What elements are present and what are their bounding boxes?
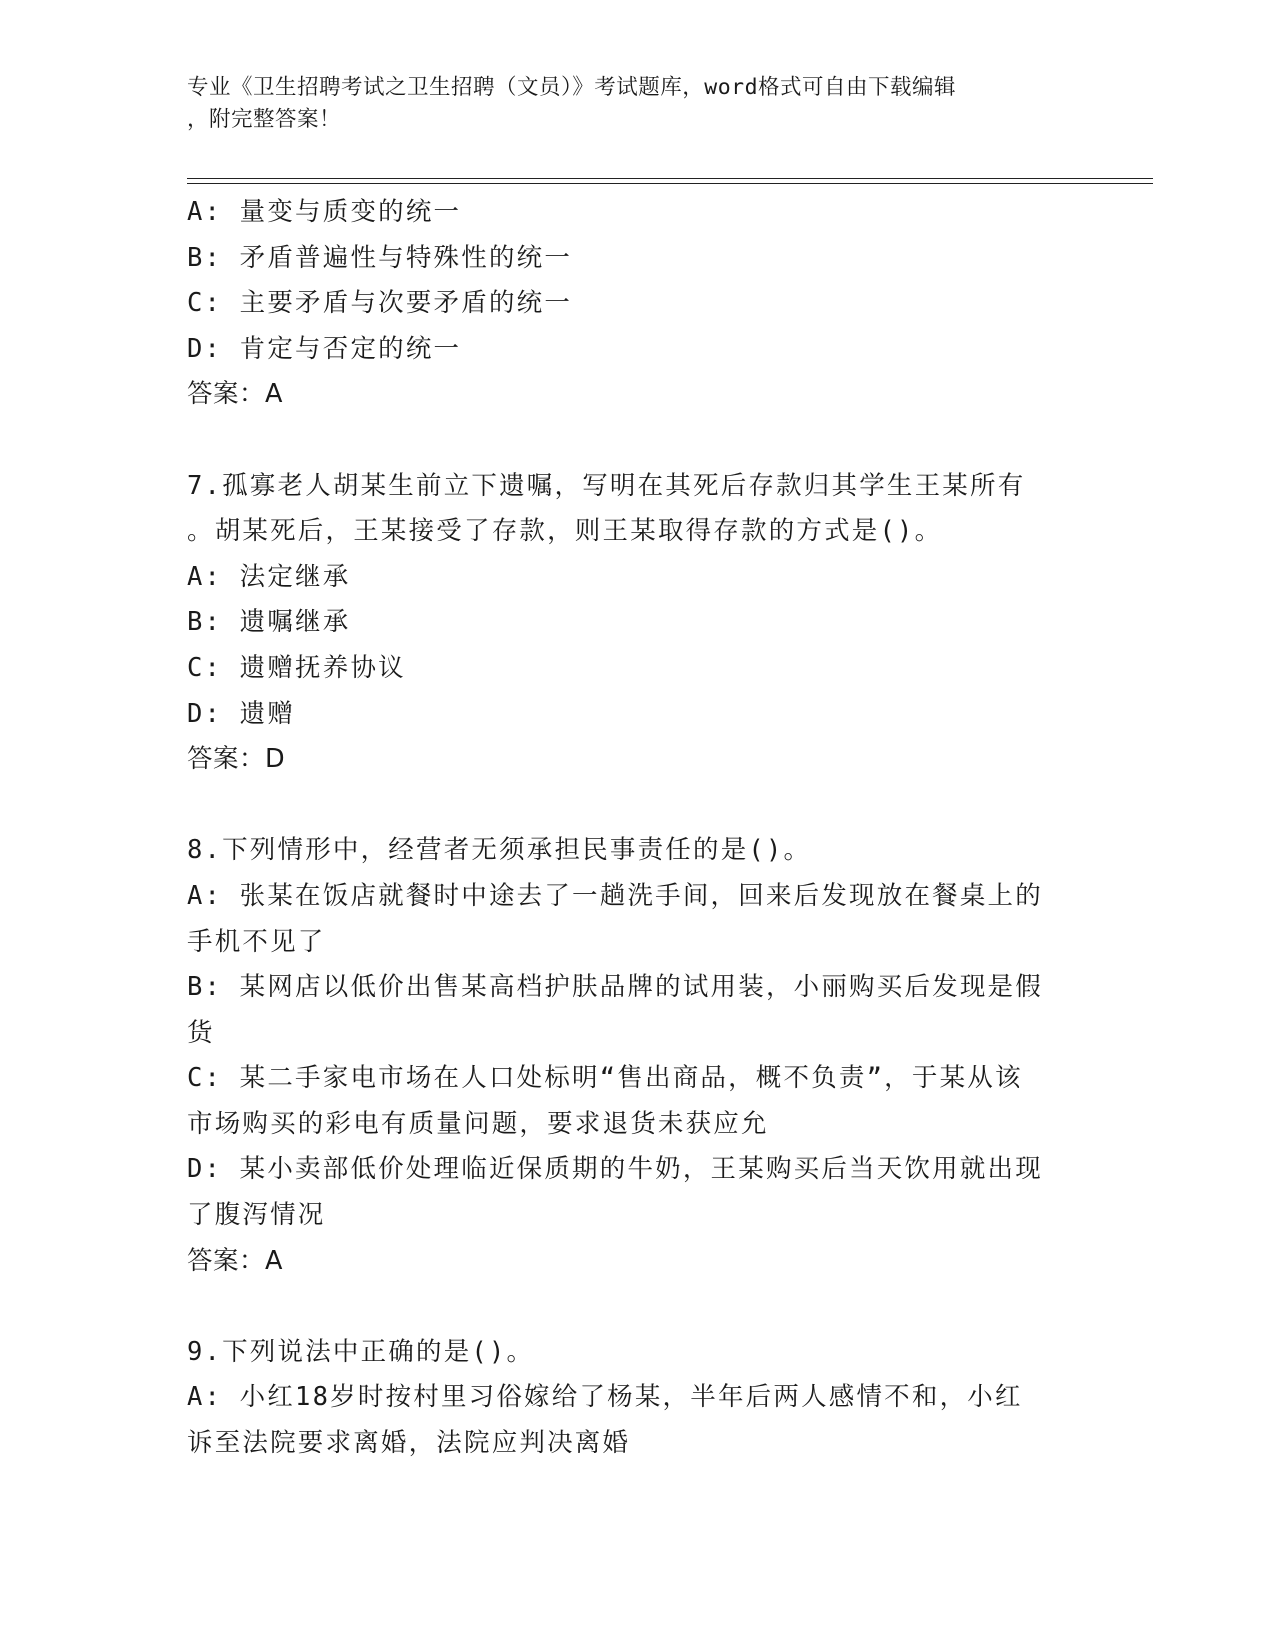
option-line: B: 遗嘱继承 [187, 607, 351, 638]
option-line: B: 矛盾普遍性与特殊性的统一 [187, 242, 573, 273]
question-block [187, 1330, 1087, 1467]
block-spacer [187, 783, 1087, 829]
header-line-1: 专业《卫生招聘考试之卫生招聘（文员）》考试题库，word格式可自由下载编辑 [187, 75, 957, 100]
option-line: 货 [187, 1017, 215, 1048]
option-line: A: 小红18岁时按村里习俗嫁给了杨某，半年后两人感情不和，小红 [187, 1382, 1023, 1413]
question-text-line: 7.孤寡老人胡某生前立下遗嘱，写明在其死后存款归其学生王某所有 [187, 470, 1026, 501]
option-line: C: 主要矛盾与次要矛盾的统一 [187, 288, 573, 319]
block-spacer [187, 1284, 1087, 1330]
question-block [187, 464, 1087, 783]
option-line: A: 法定继承 [187, 561, 351, 592]
option-line: D: 遗赠 [187, 698, 296, 729]
option-line: C: 遗赠抚养协议 [187, 652, 406, 683]
option-line: B: 某网店以低价出售某高档护肤品牌的试用装，小丽购买后发现是假 [187, 972, 1043, 1003]
option-line: 市场购买的彩电有质量问题，要求退货未获应允 [187, 1108, 769, 1139]
answer-line: 答案：D [187, 744, 286, 775]
question-text-line: 9.下列说法中正确的是()。 [187, 1336, 535, 1367]
option-line: D: 肯定与否定的统一 [187, 333, 462, 364]
option-line: D: 某小卖部低价处理临近保质期的牛奶，王某购买后当天饮用就出现 [187, 1154, 1043, 1185]
question-list [187, 190, 1087, 1467]
question-text-line: 8.下列情形中，经营者无须承担民事责任的是()。 [187, 835, 812, 866]
answer-line: 答案：A [187, 1245, 283, 1276]
option-line: 了腹泻情况 [187, 1200, 326, 1231]
answer-line: 答案：A [187, 379, 283, 410]
question-block [187, 828, 1087, 1284]
document-header [187, 72, 1087, 136]
header-line-2: ，附完整答案！ [187, 107, 342, 132]
block-spacer [187, 418, 1087, 464]
header-rule-bottom [187, 183, 1153, 184]
option-line: A: 张某在饭店就餐时中途去了一趟洗手间，回来后发现放在餐桌上的 [187, 880, 1043, 911]
option-line: C: 某二手家电市场在人口处标明“售出商品，概不负责”，于某从该 [187, 1063, 1023, 1094]
option-line: 诉至法院要求离婚，法院应判决离婚 [187, 1428, 631, 1459]
option-line: 手机不见了 [187, 926, 326, 957]
header-rule-top [187, 178, 1153, 179]
option-line: A: 量变与质变的统一 [187, 197, 462, 227]
question-block [187, 190, 1087, 418]
question-text-line: 。胡某死后，王某接受了存款，则王某取得存款的方式是()。 [187, 516, 943, 547]
